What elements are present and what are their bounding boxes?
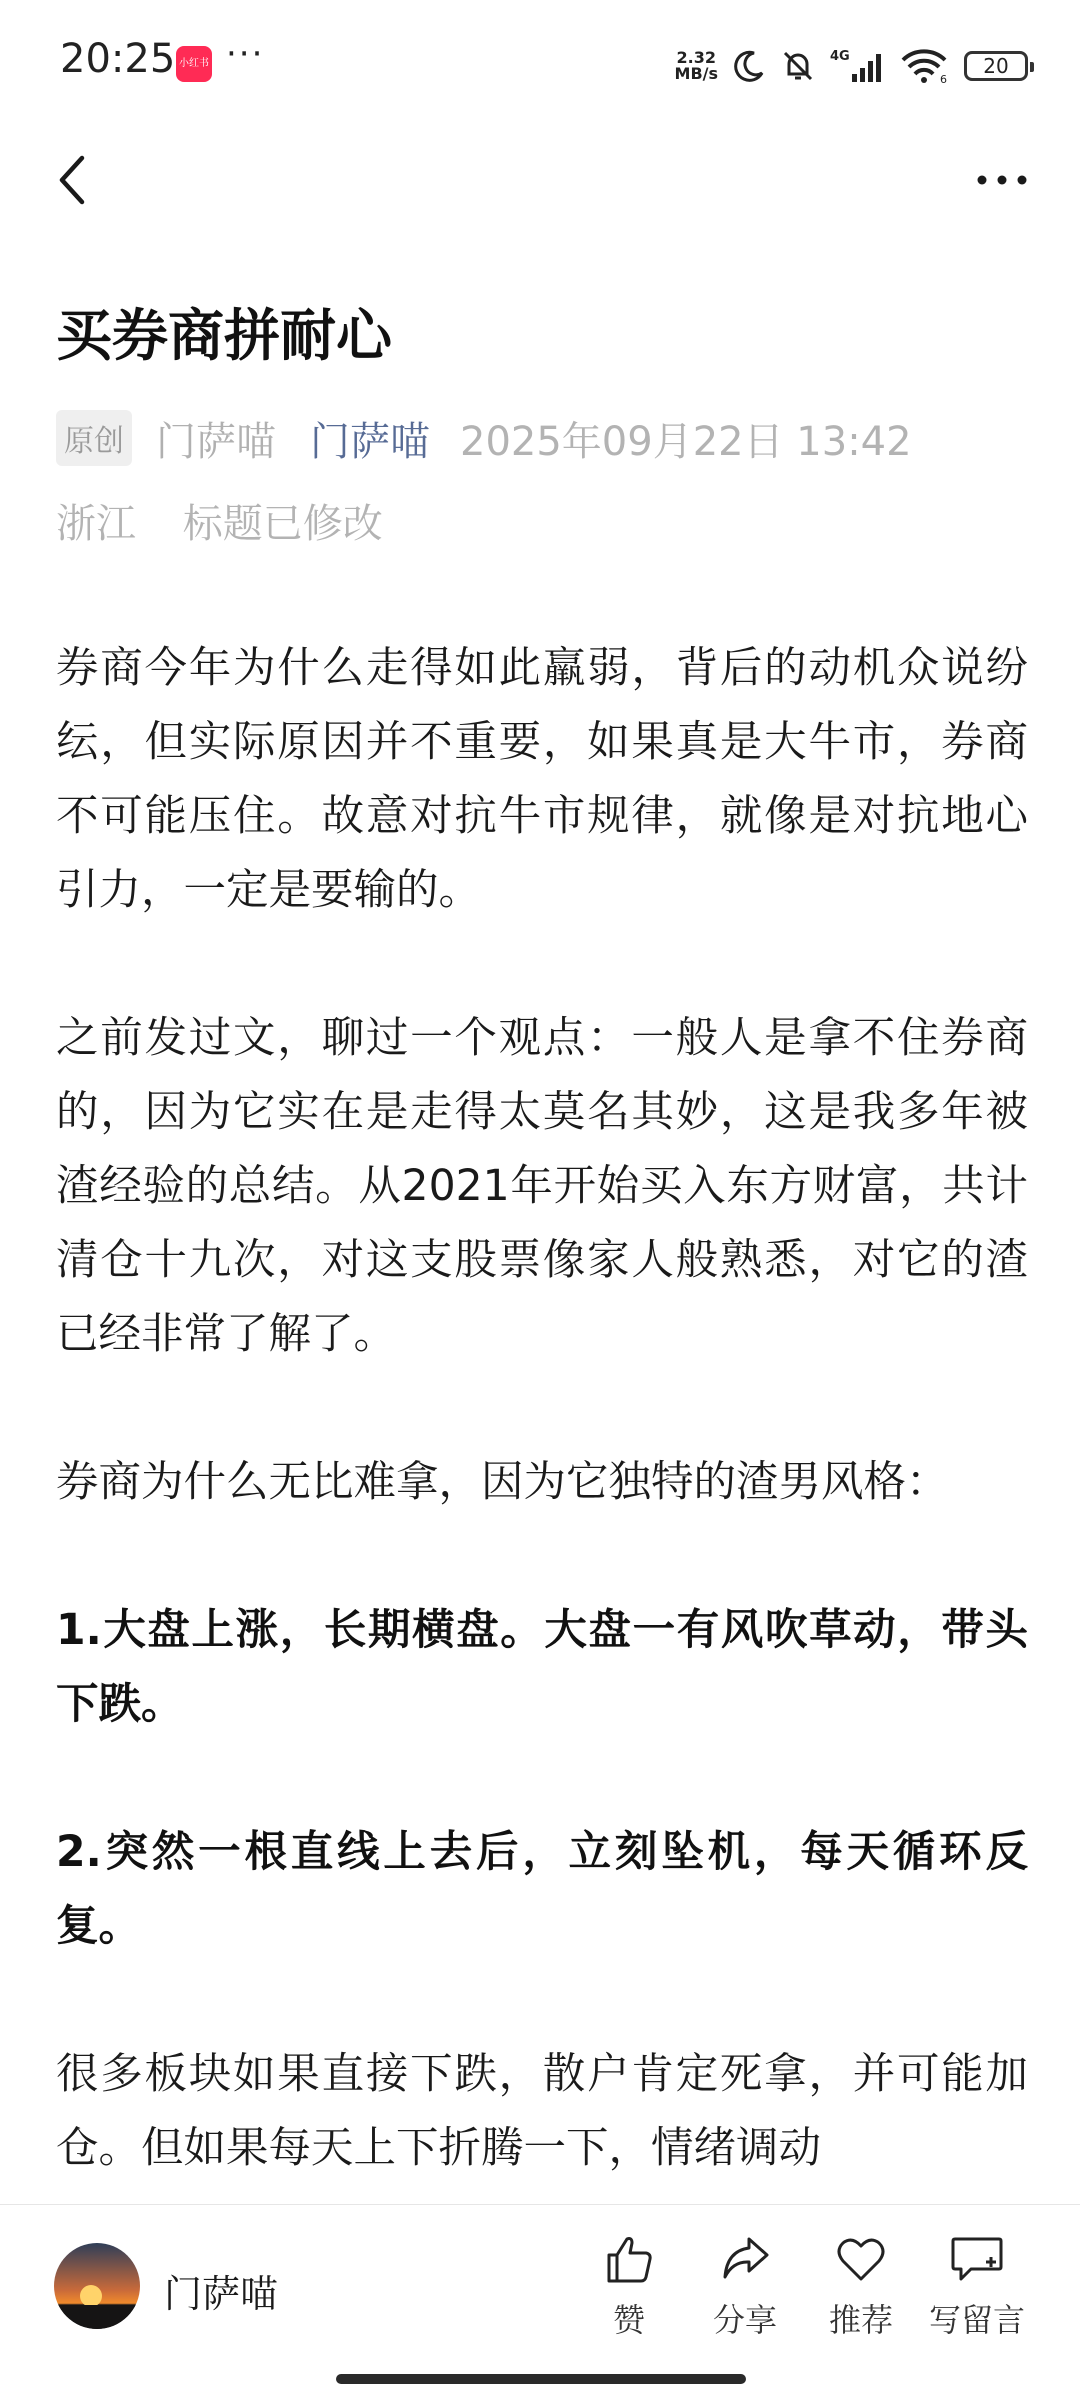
article-title: 买券商拼耐心	[56, 304, 392, 369]
status-bar	[0, 0, 1080, 130]
article-meta-secondary	[56, 492, 383, 549]
back-button[interactable]	[48, 148, 98, 212]
more-notifications-icon: ···	[226, 34, 265, 74]
thumbs-up-icon	[601, 2231, 657, 2287]
paragraph: 券商为什么无比难拿，因为它独特的渣男风格：	[56, 1458, 949, 1507]
bold-paragraph: 1.大盘上涨，长期横盘。大盘一有风吹草动，带头下跌。	[56, 1606, 1028, 1729]
cellular-signal-icon	[830, 48, 886, 84]
wifi-generation-label: 6	[940, 73, 947, 84]
more-dots-icon	[974, 156, 1030, 204]
account-link[interactable]: 门萨喵	[310, 418, 430, 465]
mute-bell-icon	[780, 48, 816, 84]
signal-type-label: 4G	[830, 49, 850, 64]
status-time: 20:25	[60, 36, 176, 82]
author-avatar[interactable]	[54, 2243, 140, 2329]
battery-icon: 20	[964, 51, 1028, 81]
chevron-left-icon	[48, 148, 98, 212]
share-arrow-icon	[717, 2231, 773, 2287]
publish-date: 2025年09月22日 13:42	[460, 418, 912, 465]
network-speed: 2.32 MB/s	[674, 48, 718, 83]
recommend-label: 推荐	[828, 2301, 893, 2339]
write-comment-label: 写留言	[928, 2301, 1025, 2339]
like-button[interactable]	[574, 2231, 684, 2341]
share-button[interactable]	[690, 2231, 800, 2341]
wifi-icon	[900, 48, 950, 84]
article-meta	[56, 408, 912, 468]
moon-icon	[732, 49, 766, 83]
bold-paragraph: 2.突然一根直线上去后，立刻坠机，每天循环反复。	[56, 1828, 1028, 1951]
recommend-button[interactable]	[806, 2231, 916, 2341]
like-label: 赞	[612, 2301, 645, 2339]
author-name: 门萨喵	[156, 418, 276, 465]
location-label: 浙江	[56, 501, 136, 547]
paragraph: 券商今年为什么走得如此羸弱，背后的动机众说纷纭，但实际原因并不重要，如果真是大牛市，券商不可能压住。故意对抗牛市规律，就像是对抗地心引力，一定是要输的。	[56, 644, 1028, 915]
xiaohongshu-notification-icon: 小红书	[176, 46, 212, 82]
edit-note: 标题已修改	[182, 501, 383, 547]
paragraph: 之前发过文，聊过一个观点：一般人是拿不住券商的，因为它实在是走得太莫名其妙，这是我多年被渣经验的总结。从2021年开始买入东方财富，共计清仓十九次，对这支股票像家人般熟悉，对它的渣已经非常了解了。	[56, 1014, 1028, 1359]
status-icons	[675, 44, 1028, 88]
article-body	[56, 632, 1028, 2260]
home-indicator[interactable]	[336, 2374, 746, 2384]
write-comment-button[interactable]	[922, 2231, 1032, 2341]
bottom-author-name[interactable]: 门萨喵	[164, 2272, 279, 2316]
paragraph: 很多板块如果直接下跌，散户肯定死拿，并可能加仓。但如果每天上下折腾一下，情绪调动	[56, 2050, 1028, 2173]
heart-icon	[833, 2231, 889, 2287]
original-tag: 原创	[56, 410, 132, 466]
share-label: 分享	[712, 2301, 777, 2339]
comment-bubble-icon	[947, 2231, 1007, 2287]
more-options-button[interactable]	[974, 156, 1030, 204]
